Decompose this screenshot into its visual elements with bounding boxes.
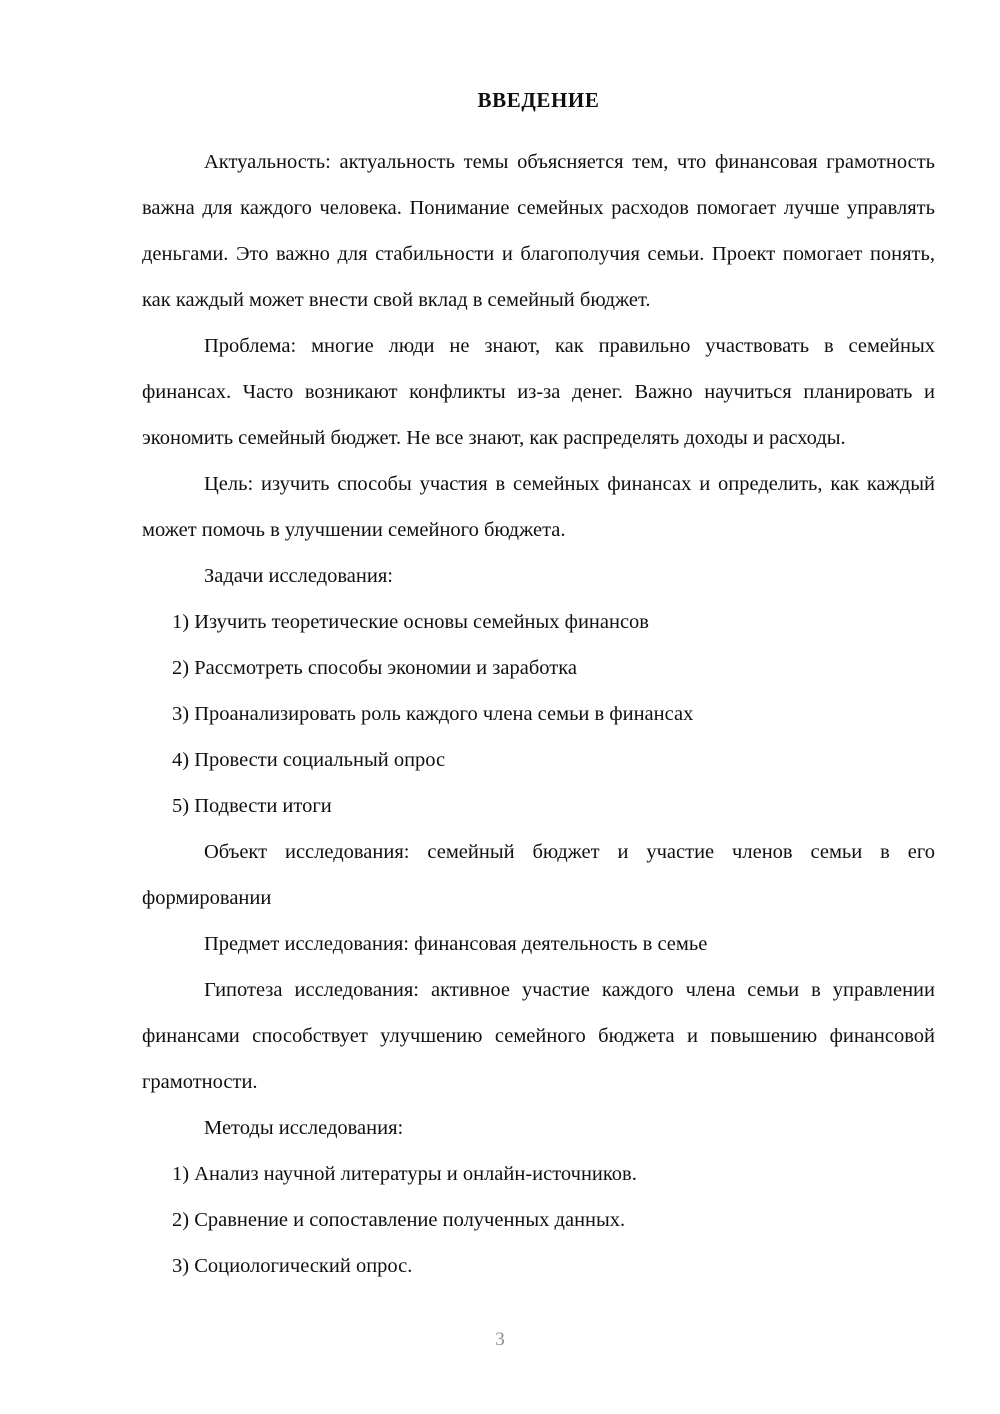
paragraph-object: Объект исследования: семейный бюджет и участие членов семьи в его формировании: [142, 841, 935, 910]
list-item: 2) Рассмотреть способы экономии и заработка: [172, 657, 577, 680]
list-item: 4) Провести социальный опрос: [172, 749, 446, 772]
list-item: 3) Проанализировать роль каждого члена семьи в финансах: [172, 703, 694, 726]
heading-methods: Методы исследования:: [204, 1117, 404, 1140]
list-item: 1) Анализ научной литературы и онлайн-источников.: [172, 1163, 637, 1186]
heading-tasks: Задачи исследования:: [204, 565, 393, 588]
list-item: 2) Сравнение и сопоставление полученных данных.: [172, 1209, 626, 1232]
page-title: ВВЕДЕНИЕ: [477, 88, 600, 112]
list-item: 3) Социологический опрос.: [172, 1255, 413, 1278]
paragraph-relevance: Актуальность: актуальность темы объясняется тем, что финансовая грамотность важна для каждого человека. Понимание семейных расходов помогает лучше управлять деньгами. Это важно для стабильности и благополучия семьи. Проект помогает понять, как каждый может внести свой вклад в семейный бюджет.: [142, 151, 935, 312]
list-item: 5) Подвести итоги: [172, 795, 332, 818]
list-tasks: [142, 599, 935, 829]
page-number: 3: [495, 1329, 505, 1350]
paragraph-problem: Проблема: многие люди не знают, как правильно участвовать в семейных финансах. Часто возникают конфликты из-за денег. Важно научиться планировать и экономить семейный бюджет. Не все знают, как распределять доходы и расходы.: [142, 335, 935, 450]
paragraph-subject: Предмет исследования: финансовая деятельность в семье: [204, 933, 708, 956]
list-methods: [142, 1151, 935, 1289]
document-body: [142, 88, 935, 1289]
list-item: 1) Изучить теоретические основы семейных финансов: [172, 611, 649, 634]
paragraph-goal: Цель: изучить способы участия в семейных финансах и определить, как каждый может помочь в улучшении семейного бюджета.: [142, 473, 935, 542]
paragraph-hypothesis: Гипотеза исследования: активное участие каждого члена семьи в управлении финансами способствует улучшению семейного бюджета и повышению финансовой грамотности.: [142, 979, 935, 1094]
